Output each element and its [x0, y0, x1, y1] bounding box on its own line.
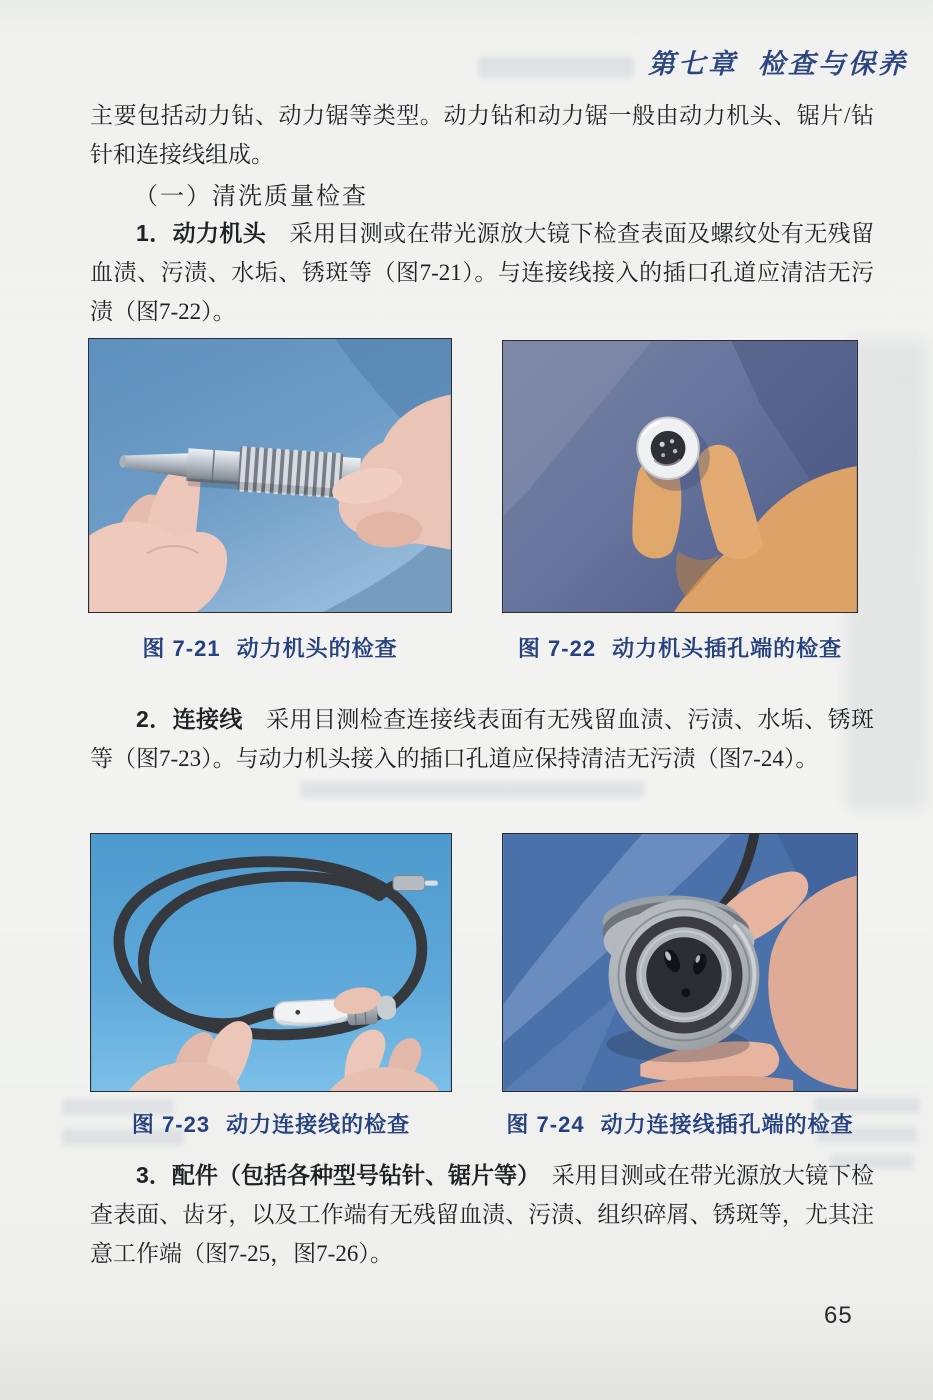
item-3-lead: 3．配件（包括各种型号钻针、锯片等）	[136, 1162, 529, 1188]
figure-7-23-caption	[90, 1108, 452, 1139]
item-3-text: 采用目测或在带光源放大镜下检查表面、齿牙，以及工作端有无残留血渍、污渍、组织碎屑、锈斑等，尤其注意工作端（图7-25，图7-26）。	[90, 1163, 874, 1266]
figure-7-21	[88, 338, 452, 613]
figure-title: 动力机头的检查	[236, 636, 398, 661]
figure-7-24-photo	[503, 834, 857, 1091]
chapter-header	[400, 42, 908, 81]
page-number: 65	[824, 1302, 853, 1329]
chapter-number: 第七章	[648, 49, 738, 79]
figure-7-21-photo	[89, 339, 451, 612]
ghost-showthrough	[300, 781, 645, 798]
figure-7-21-caption	[88, 632, 452, 663]
section-heading: （一）清洗质量检查	[134, 184, 368, 210]
figure-7-23	[90, 833, 452, 1092]
item-2-lead: 2．连接线	[136, 706, 243, 732]
left-thumb	[89, 522, 227, 612]
figure-label: 图 7-21	[142, 636, 221, 661]
paragraph-item-2	[90, 700, 874, 778]
figure-title: 动力连接线的检查	[226, 1112, 411, 1137]
figure-title: 动力连接线插孔端的检查	[600, 1112, 854, 1137]
paragraph-item-3	[90, 1156, 874, 1273]
chapter-title: 检查与保养	[758, 49, 908, 79]
item-1-lead: 1．动力机头	[136, 220, 267, 246]
figure-7-22-photo	[503, 341, 857, 612]
figure-7-24	[502, 833, 858, 1092]
figure-7-24-caption	[502, 1108, 858, 1139]
connector-face	[603, 896, 760, 1063]
figure-label: 图 7-24	[506, 1112, 585, 1137]
figure-7-22	[502, 340, 858, 613]
paragraph-intro: 主要包括动力钻、动力锯等类型。动力钻和动力锯一般由动力机头、锯片/钻针和连接线组成。	[90, 103, 874, 167]
figure-title: 动力机头插孔端的检查	[612, 636, 843, 661]
item-1-text: 采用目测或在带光源放大镜下检查表面及螺纹处有无残留血渍、污渍、水垢、锈斑等（图7-21）。与连接线接入的插口孔道应清洁无污渍（图7-22）。	[90, 221, 874, 324]
paragraph-item-1	[90, 214, 874, 331]
item-2-text: 采用目测检查连接线表面有无残留血渍、污渍、水垢、锈斑等（图7-23）。与动力机头接入的插口孔道应保持清洁无污渍（图7-24）。	[90, 707, 875, 771]
figure-7-23-photo	[91, 834, 451, 1091]
figure-label: 图 7-23	[131, 1112, 211, 1137]
figure-7-22-caption	[502, 632, 858, 663]
figure-label: 图 7-22	[517, 636, 597, 661]
